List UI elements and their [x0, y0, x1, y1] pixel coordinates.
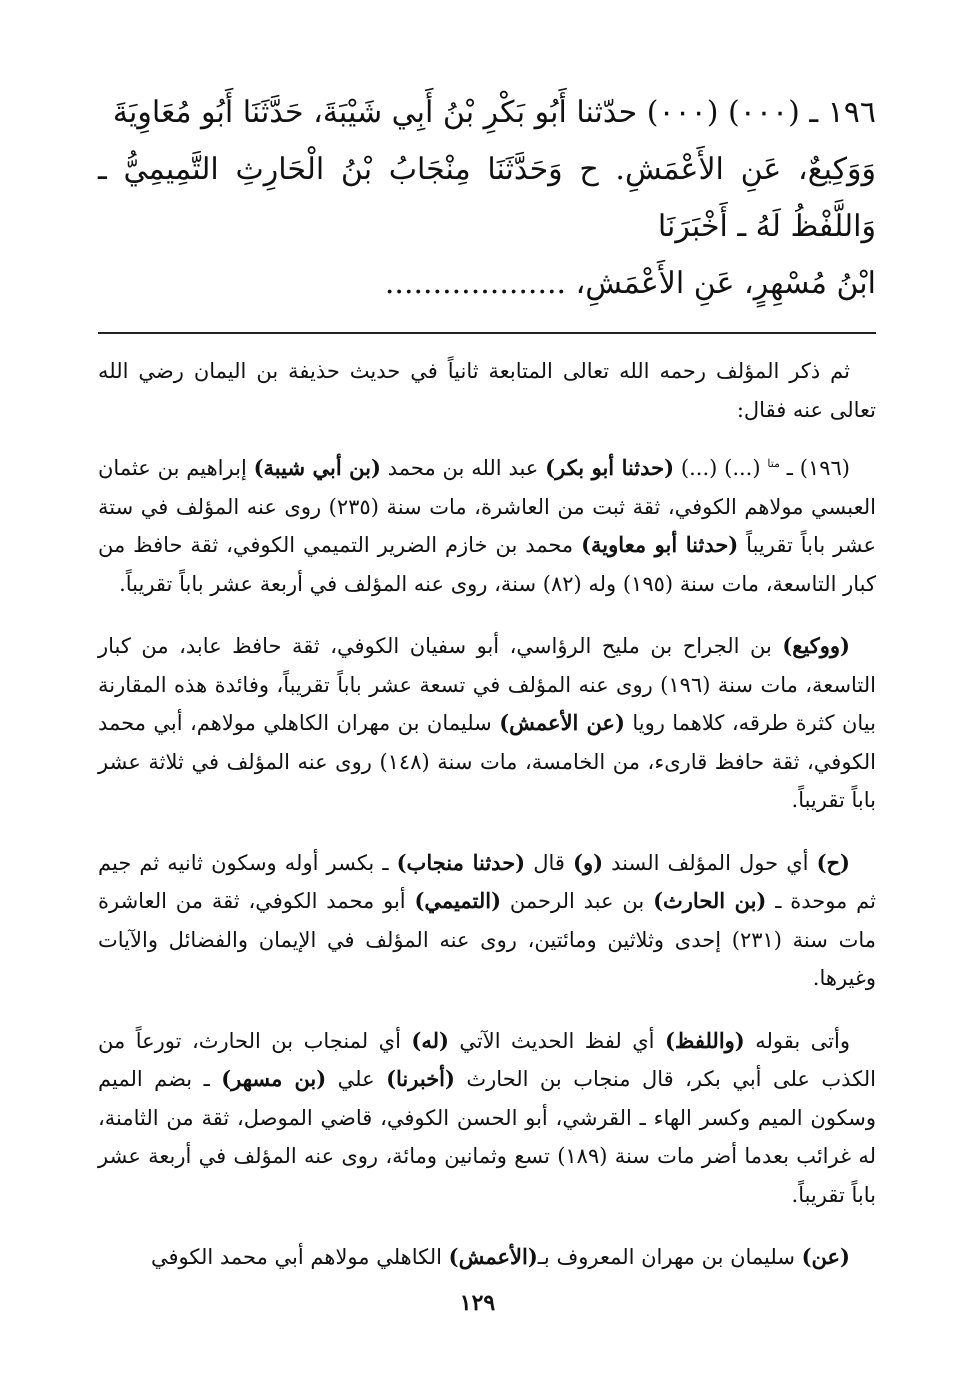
bold-term: (التميمي) [414, 888, 502, 913]
text-run: ـ بكسر أوله وسكون ثانيه ثم جيم ثم موحدة ـ [98, 850, 876, 913]
text-run: سليمان بن مهران المعروف بـ [537, 1245, 802, 1269]
text-run: علي [326, 1067, 387, 1091]
hadith-text [98, 84, 876, 312]
bold-term: (حدثنا منجاب) [396, 849, 526, 875]
hadith-line: ١٩٦ ـ (٠٠٠) (٠٠٠) حدّثنا أَبُو بَكْرِ بْنُ أَبِي شَيْبَةَ، حَدَّثَنَا أَبُو مُعَاوِيَةَ [112, 95, 876, 130]
hadith-line: ابْنُ مُسْهِرٍ، عَنِ الأَعْمَشِ، ................... [384, 266, 876, 301]
bold-term: (ح) [816, 849, 850, 875]
text-run: بن عبد الرحمن [501, 889, 654, 913]
bold-term: (بن مسهر) [221, 1066, 327, 1091]
bold-term: (و) [573, 849, 604, 875]
bold-term: (الأعمش) [448, 1244, 538, 1269]
text-run: عبد الله بن محمد [380, 456, 546, 480]
bold-term: (بن أبي شيبة) [253, 455, 381, 480]
text-run: أي لفظ الحديث الآتي [448, 1028, 665, 1053]
footnote-separator [98, 332, 876, 334]
text-run: (...) (...) [674, 456, 768, 480]
commentary-paragraph [98, 627, 876, 820]
text-run: محمد بن خازم الضرير التميمي الكوفي، ثقة حافظ من كبار التاسعة، مات سنة (١٩٥) وله (٨٢) سنة، روى عنه المؤلف في أربعة عشر باباً تقريباً. [98, 533, 876, 596]
text-run: (١٩٦) ـ [779, 456, 850, 480]
commentary-intro: ثم ذكر المؤلف رحمه الله تعالى المتابعة ثانياً في حديث حذيفة بن اليمان رضي الله تعالى عنه فقال: [98, 359, 876, 422]
text-run: قال [525, 850, 574, 875]
text-run: إبراهيم بن عثمان العبسي مولاهم الكوفي، ثقة ثبت من العاشرة، مات سنة (٢٣٥) روى عنه المؤلف في ستة عشر باباً تقريباً [98, 456, 876, 557]
bold-term: (بن الحارث) [653, 888, 767, 913]
text-run: أي حول المؤلف السند [603, 850, 817, 875]
commentary-paragraph [98, 1238, 876, 1277]
text-run: الكاهلي مولاهم أبي محمد الكوفي [151, 1245, 449, 1269]
text-run: أبو محمد الكوفي، ثقة من العاشرة مات سنة (٢٣١) إحدى وثلاثين ومائتين، روى عنه المؤلف في الإيمان والفضائل والآيات وغيرها. [98, 889, 876, 990]
text-run: أي لمنجاب بن الحارث، تورعاً من الكذب على أبي بكر، قال منجاب بن الحارث [98, 1028, 876, 1091]
commentary [98, 352, 876, 1277]
commentary-paragraph [98, 844, 876, 998]
hadith-line: وَوَكِيعٌ، عَنِ الأَعْمَشِ. ح وَحَدَّثَنَا مِنْجَابُ بْنُ الْحَارِثِ التَّمِيمِيُّ ـ وَاللَّفْظُ لَهُ ـ أَخْبَرَنَا [98, 152, 876, 244]
commentary-paragraph [98, 449, 876, 603]
bold-term: (ووكيع) [782, 633, 850, 658]
bold-term: (واللفظ) [664, 1027, 745, 1053]
text-run: سليمان بن مهران الكاهلي مولاهم، أبي محمد الكوفي، ثقة حافظ قارىء، من الخامسة، مات سنة (١٤٨) روى عنه المؤلف في ثلاثة عشر باباً تقريباً. [98, 711, 876, 812]
page-number: ١٢٩ [459, 1290, 496, 1316]
bold-term: (عن الأعمش) [499, 710, 625, 735]
superscript-mark: متا [767, 457, 780, 470]
bold-term: (عن) [801, 1244, 850, 1269]
bold-term: (حدثنا أبو معاوية) [581, 532, 739, 557]
text-run: بن الجراح بن مليح الرؤاسي، أبو سفيان الكوفي، ثقة حافظ عابد، من كبار التاسعة، مات سنة (١٩٦) روى عنه المؤلف في تسعة عشر باباً تقريباً، وفائدة هذه المقارنة بيان كثرة طرقه، كلاهما رويا [98, 634, 877, 735]
bold-term: (أخبرنا) [386, 1066, 455, 1091]
text-run: ـ بضم الميم وسكون الميم وكسر الهاء ـ القرشي، أبو الحسن الكوفي، قاضي الموصل، ثقة من الثامنة، له غرائب بعدما أضر مات سنة (١٨٩) تسع وثمانين ومائة، روى عنه المؤلف في أربعة عشر باباً تقريباً. [98, 1067, 876, 1207]
bold-term: (له) [411, 1027, 449, 1053]
text-run: وأتى بقوله [744, 1028, 850, 1053]
commentary-paragraph [98, 1022, 876, 1215]
bold-term: (حدثنا أبو بكر) [545, 455, 675, 480]
book-page [98, 84, 876, 1277]
